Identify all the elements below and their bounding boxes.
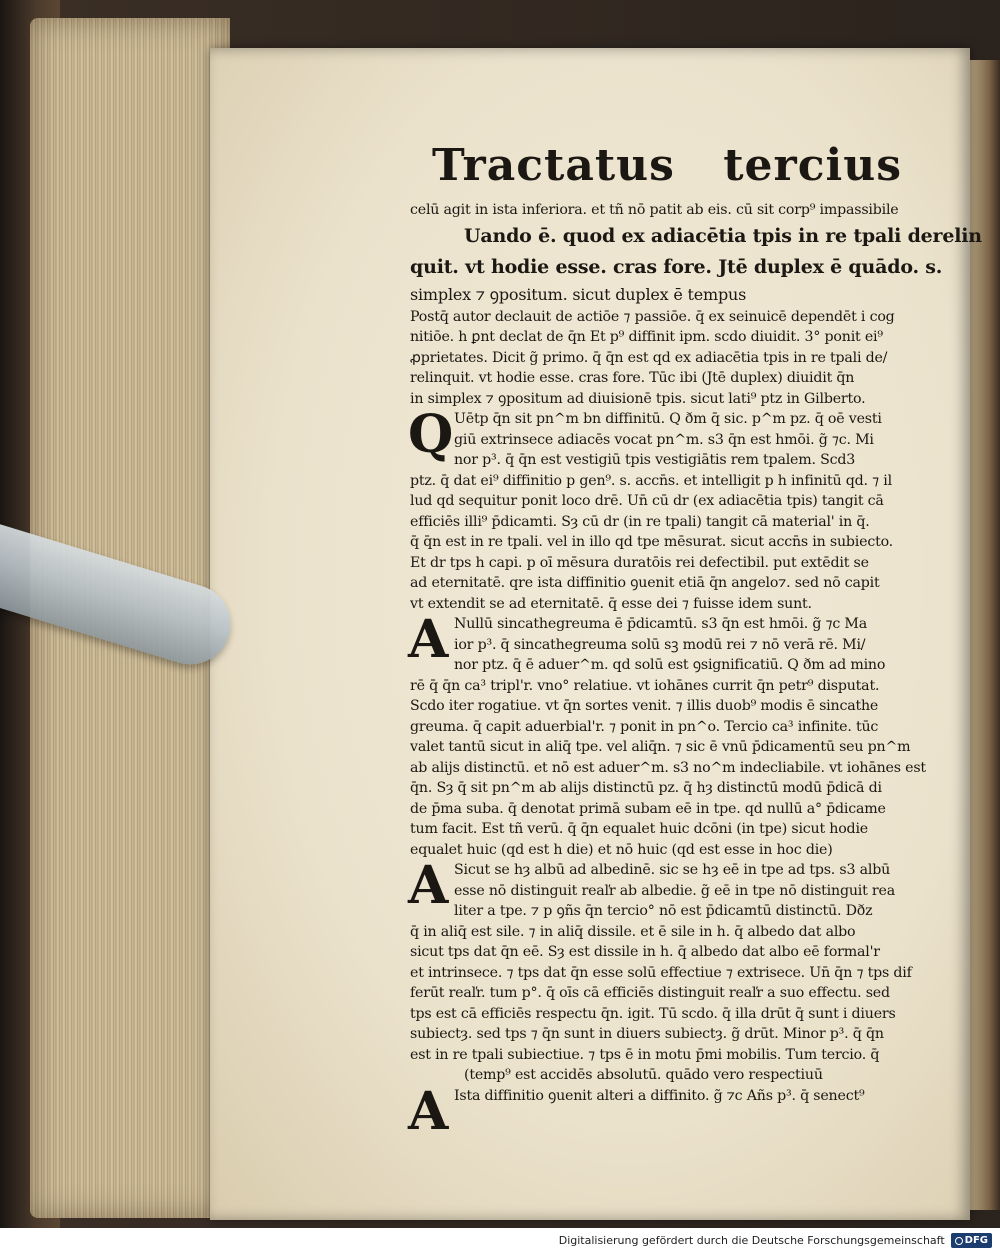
text-line-content: et intrinsece. ⁊ tps dat q̄n esse solū effectiue ⁊ extrisece. Un̄ q̄n ⁊ tps dif — [410, 964, 912, 981]
text-line-content: vt extendit se ad eternitatē. q̄ esse dei ⁊ fuisse idem sunt. — [410, 595, 812, 612]
text-line-content: tum facit. Est tñ verū. q̄ q̄n equalet huic dcōni (in tpe) sicut hodie — [410, 821, 868, 837]
text-line-content: q̄n. Sȝ q̄ sit pn^m ab alijs distinctū pz. q̄ hȝ distinctū modū p̄dicā di — [410, 780, 882, 796]
text-line-content: ad eternitatē. qre ista diffinitio ꝯuenit etiā q̄n angelo⁊. sed nō capit — [410, 575, 880, 591]
initial-letter: A — [408, 1080, 449, 1142]
text-line-content: ꝓprietates. Dicit g̃ primo. q̄ q̄n est qd ex adiacētia tpis in re tpali de/ — [410, 349, 888, 366]
text-line-content: quit. vt hodie esse. cras fore. Jtē duplex ē quādo. s. — [410, 255, 943, 278]
text-line — [410, 963, 910, 984]
text-line-content: lud qd sequitur ponit loco drē. Un̄ cū dr (ex adiacētia tpis) tangit cā — [410, 493, 884, 509]
text-line-content: valet tantū sicut in aliq̄ tpe. vel aliq̄n. ⁊ sic ē vnū p̄dicamentū seu pn^m — [410, 739, 911, 755]
text-line — [410, 983, 910, 1004]
text-line-content: est in re tpali subiectiue. ⁊ tps ē in motu p̄mi mobilis. Tum tercio. q̄ — [410, 1046, 880, 1063]
text-line — [410, 491, 910, 512]
text-line — [410, 778, 910, 799]
text-line-content: de p̄ma suba. q̄ denotat primā subam eē in tpe. qd nullū a° p̄dicame — [410, 800, 886, 817]
text-line — [410, 717, 910, 738]
text-line-content: greuma. q̄ capit aduerbial'r. ⁊ ponit in pn^o. Tercio ca³ infinite. tūc — [410, 718, 879, 735]
text-line-content: esse nō distinguit reaľr ab albedie. g̃ eē in tpe nō distinguit rea — [454, 882, 895, 899]
text-line — [410, 553, 910, 574]
text-line — [410, 252, 943, 283]
text-line — [410, 881, 910, 902]
text-line-content: ior p³. q̄ sincathegreuma solū sꝫ modū rei ⁊ nō verā rē. Mi/ — [454, 636, 866, 653]
text-line — [410, 922, 910, 943]
text-line — [410, 840, 910, 861]
text-line-content: giū extrinsece adiacēs vocat pn^m. s3 q̄n est hmōi. g̃ ⁊c. Mi — [454, 431, 874, 448]
text-line-content: nor p³. q̄ q̄n est vestigiū tpis vestigiātis rem tpalem. Scd3 — [454, 452, 856, 468]
text-line-content: Uētp q̄n sit pn^m bn diffinitū. Q ðm q̄ sic. p^m pz. q̄ oē vesti — [454, 411, 882, 427]
text-line-content: Ista diffinitio ꝯuenit alteri a diffinito. g̃ ⁊c Añs p³. q̄ senect⁹ — [454, 1087, 865, 1104]
text-line — [410, 307, 910, 328]
text-line-content: Scdo iter rogatiue. vt q̄n sortes venit. ⁊ illis duob⁹ modis ē sincathe — [410, 698, 879, 714]
text-line — [410, 430, 910, 451]
text-line-content: celū agit in ista inferiora. et tñ nō patit ab eis. cū sit corp⁹ impassibile — [410, 202, 899, 218]
text-line-content: efficiēs illi⁹ p̄dicamti. Sȝ cū dr (in re tpali) tangit cā material' in q̄. — [410, 513, 870, 530]
running-title-right: tercius — [723, 140, 902, 191]
text-block — [408, 140, 982, 1142]
text-line-content: Sicut se hȝ albū ad albedinē. sic se hȝ eē in tpe ad tps. s3 albū — [454, 862, 891, 878]
text-line — [410, 1004, 910, 1025]
text-line — [410, 450, 910, 471]
text-line — [410, 532, 910, 553]
text-line — [410, 942, 910, 963]
text-line-content: in simplex ⁊ ꝯpositum ad diuisionē tpis. sicut lati⁹ ptz in Gilberto. — [410, 390, 866, 407]
text-line — [410, 283, 910, 307]
text-line-content: sicut tps dat q̄n eē. Sȝ est dissile in h. q̄ albedo dat albo eē formal'r — [410, 944, 880, 960]
text-line-content: Uando ē. quod ex adiacētia tpis in re tpali derelin — [464, 224, 982, 247]
dfg-logo — [951, 1233, 992, 1248]
text-line — [410, 327, 910, 348]
text-line-content: liter a tpe. ⁊ p ꝯñs q̄n tercio° nō est p̄dicamtū distinctū. Dðz — [454, 903, 873, 919]
text-line — [408, 1080, 910, 1142]
text-line-content: subiectȝ. sed tps ⁊ q̄n sunt in diuers subiectȝ. g̃ drūt. Minor p³. q̄ q̄n — [410, 1026, 884, 1042]
text-line — [410, 758, 926, 779]
text-line — [410, 200, 910, 221]
text-line-content: ferūt reaľr. tum p°. q̄ oīs cā efficiēs distinguit reaľr a suo effectu. sed — [410, 985, 890, 1001]
text-line-content: nitiōe. h ꝑnt declat de q̄n Et p⁹ diffinit ipm. scdo diuidit. 3° ponit ei⁹ — [410, 329, 883, 345]
text-line — [410, 573, 910, 594]
initial-letter: A — [408, 855, 449, 916]
text-line — [410, 471, 910, 492]
text-line — [410, 389, 910, 410]
text-line — [410, 799, 910, 820]
footer-credit: Digitalisierung gefördert durch die Deutsche Forschungsgemeinschaft — [558, 1234, 945, 1247]
text-line-content: Postq̄ autor declauit de actiōe ⁊ passiōe. q̄ ex seinuicē dependēt i cog — [410, 308, 895, 325]
running-title — [410, 140, 910, 192]
dfg-logo-text: DFG — [964, 1235, 988, 1246]
text-line — [410, 676, 910, 697]
text-line — [410, 901, 910, 922]
text-line-content: q̄ in aliq̄ est sile. ⁊ in aliq̄ dissile. et ē sile in h. q̄ albedo dat albo — [410, 923, 856, 940]
footer-bar — [0, 1228, 1000, 1253]
text-line-content: (temp⁹ est accidēs absolutū. quādo vero respectiuū — [464, 1067, 823, 1083]
text-line — [410, 737, 910, 758]
text-line-content: q̄ q̄n est in re tpali. vel in illo qd tpe mēsurat. sicut accn̄s in subiecto. — [410, 534, 893, 550]
text-line-content: nor ptz. q̄ ē aduer^m. qd solū est ꝯsignificatiū. Q ðm ad mino — [454, 657, 886, 673]
text-line — [410, 635, 910, 656]
text-line — [410, 819, 910, 840]
text-line-content: ab alijs distinctū. et nō est aduer^m. s3 no^m indecliabile. vt iohānes est — [410, 759, 926, 776]
text-line — [410, 221, 982, 252]
text-line-content: tps est cā efficiēs respectu q̄n. igit. Tū scdo. q̄ illa drūt q̄ sunt i diuers — [410, 1005, 896, 1022]
text-line — [410, 1065, 910, 1086]
text-line-content: simplex ⁊ ꝯpositum. sicut duplex ē tempus — [410, 284, 747, 304]
text-line — [410, 1045, 910, 1066]
text-line — [410, 368, 910, 389]
text-line — [410, 512, 910, 533]
text-line — [410, 655, 910, 676]
initial-letter: Q — [408, 404, 454, 465]
text-lines — [408, 200, 982, 1142]
text-line — [410, 348, 910, 369]
text-line-content: relinquit. vt hodie esse. cras fore. Tūc ibi (Jtē duplex) diuidit q̄n — [410, 370, 855, 386]
text-line-content: Et dr tps h capi. p oī mēsura duratōis rei defectibil. put extēdit se — [410, 554, 869, 571]
text-line-content: rē q̄ q̄n ca³ tripl'r. vno° relatiue. vt iohānes currit q̄n petr⁹ disputat. — [410, 677, 880, 694]
text-line — [410, 594, 910, 615]
text-line-content: equalet huic (qd est h die) et nō huic (qd est esse in hoc die) — [410, 841, 833, 858]
text-line-content: ptz. q̄ dat ei⁹ diffinitio p gen⁹. s. accn̄s. et intelligit p h infinitū qd. ⁊ il — [410, 472, 892, 489]
initial-letter: A — [408, 609, 449, 670]
running-title-left: Tractatus — [432, 140, 675, 191]
text-line-content: Nullū sincathegreuma ē p̄dicamtū. s3 q̄n est hmōi. g̃ ⁊c Ma — [454, 616, 868, 632]
text-line — [410, 696, 910, 717]
text-line — [410, 1024, 910, 1045]
dfg-icon — [955, 1237, 963, 1245]
